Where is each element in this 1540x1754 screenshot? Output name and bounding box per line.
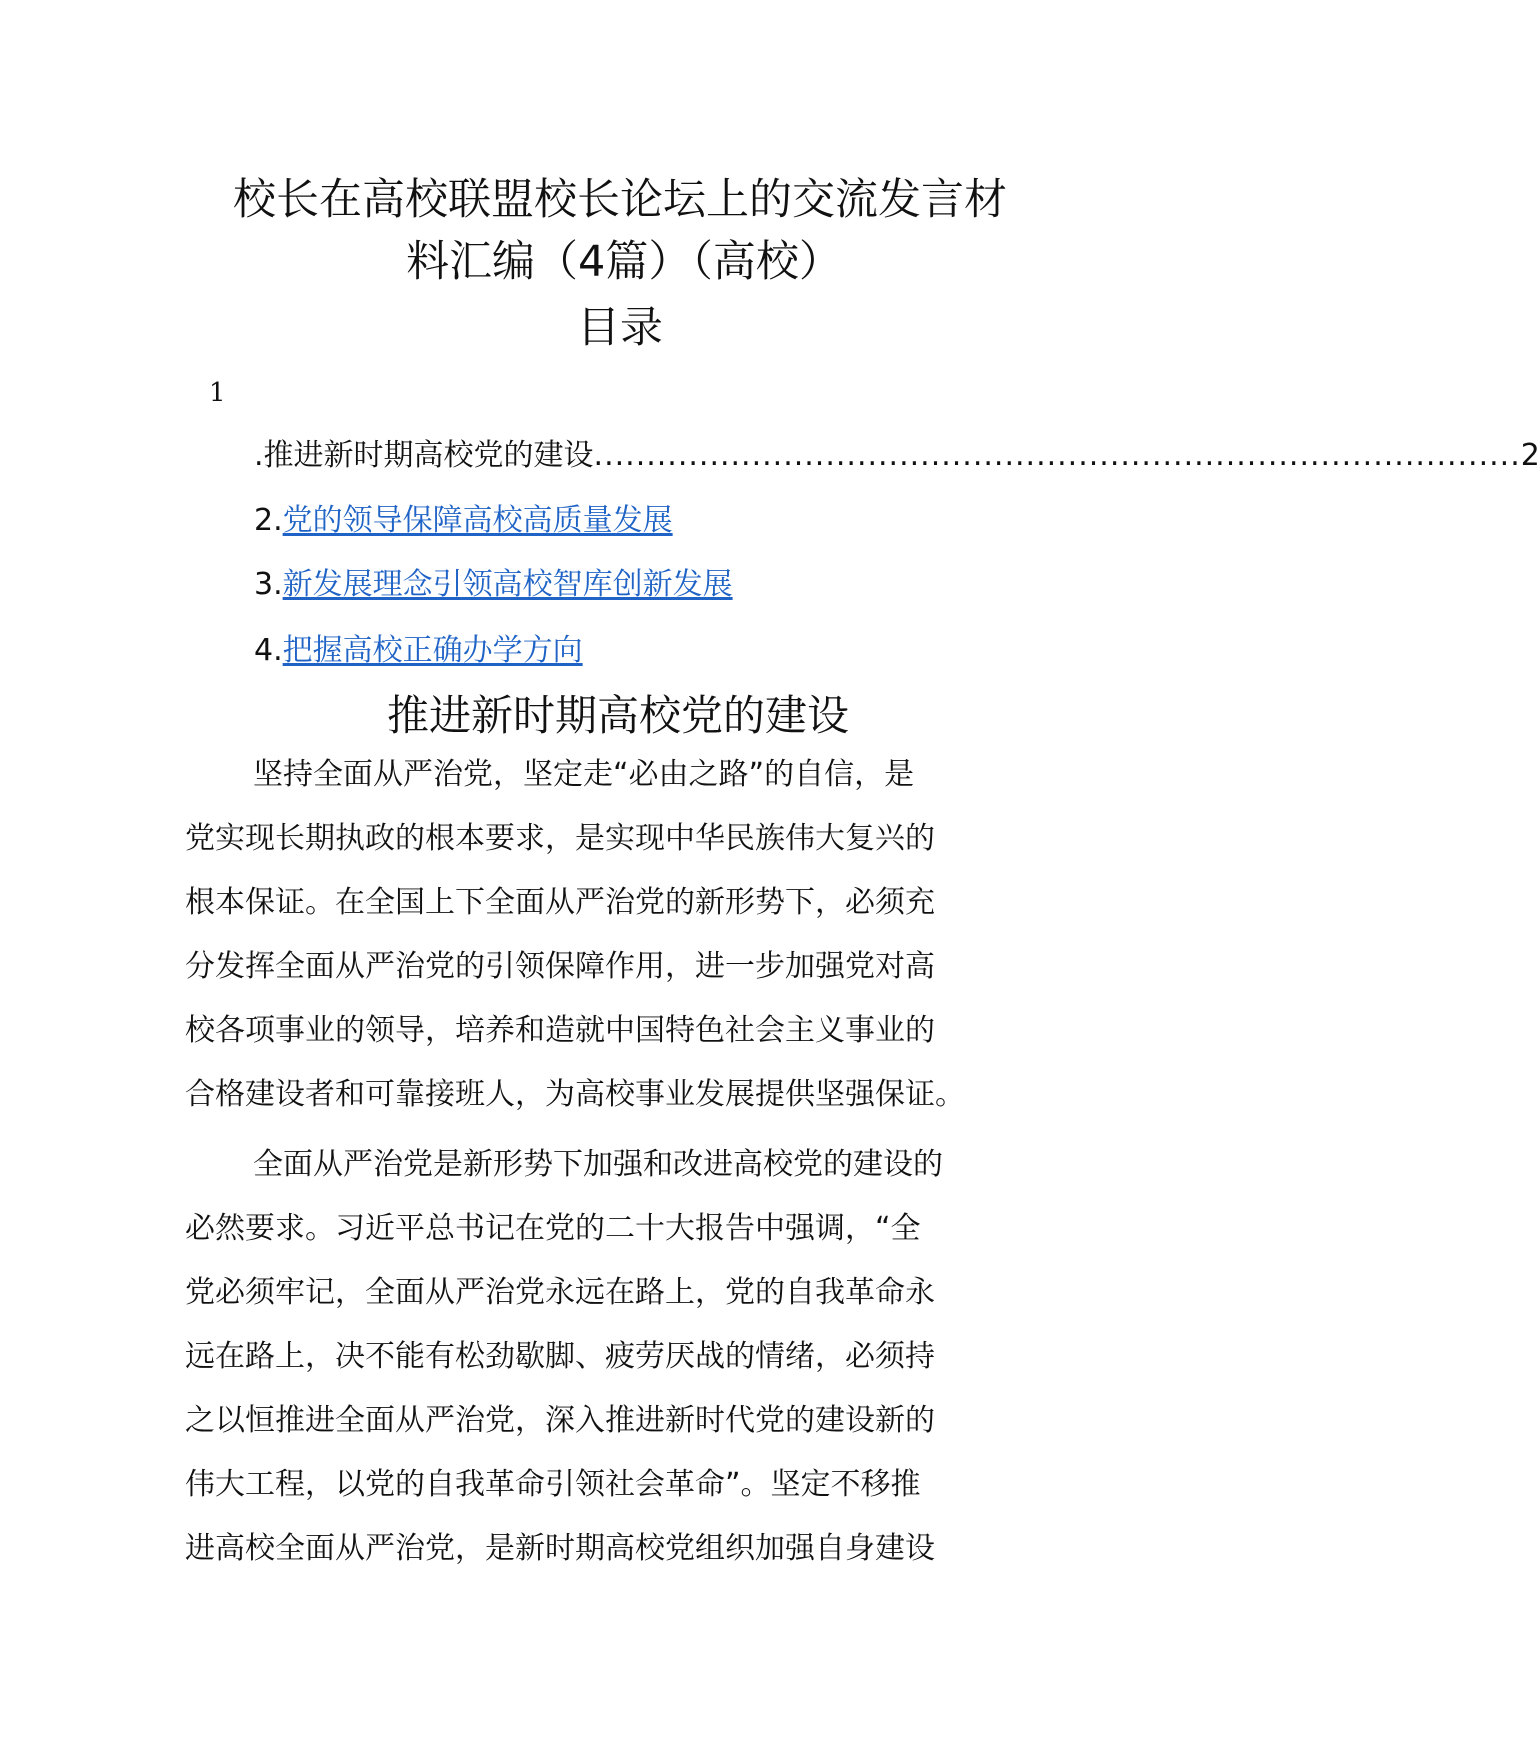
toc-item-1[interactable]	[254, 436, 1540, 476]
toc-leader-dots: ........................................................................................	[593, 438, 1521, 473]
section-heading: 推进新时期高校党的建设	[386, 691, 849, 740]
paragraph-2-line: 党必须牢记，全面从严治党永远在路上，党的自我革命永	[185, 1275, 935, 1310]
paragraph-1-line: 党实现长期执政的根本要求，是实现中华民族伟大复兴的	[185, 821, 935, 856]
document-title-line-2: 料汇编（4篇）（高校）	[406, 237, 842, 287]
toc-item-1-page: 2	[1520, 438, 1540, 473]
toc-item-3-number: 3.	[254, 567, 283, 602]
paragraph-2-line: 进高校全面从严治党，是新时期高校党组织加强自身建设	[185, 1531, 935, 1566]
toc-item-1-label: .推进新时期高校党的建设	[254, 438, 594, 473]
toc-item-3-link[interactable]: 新发展理念引领高校智库创新发展	[282, 567, 733, 602]
toc-item-4	[254, 631, 583, 671]
paragraph-1-line: 根本保证。在全国上下全面从严治党的新形势下，必须充	[185, 885, 935, 920]
paragraph-2-line: 伟大工程，以党的自我革命引领社会革命”。坚定不移推	[185, 1467, 921, 1502]
toc-heading: 目录	[577, 303, 663, 353]
paragraph-2-line: 必然要求。习近平总书记在党的二十大报告中强调，“全	[185, 1211, 921, 1246]
toc-item-4-number: 4.	[254, 633, 283, 668]
paragraph-1-line: 校各项事业的领导，培养和造就中国特色社会主义事业的	[185, 1013, 935, 1048]
page-marker: 1	[209, 378, 226, 408]
document-title-line-1: 校长在高校联盟校长论坛上的交流发言材	[233, 175, 1007, 225]
paragraph-2-line: 全面从严治党是新形势下加强和改进高校党的建设的	[253, 1147, 943, 1182]
paragraph-1-line: 合格建设者和可靠接班人，为高校事业发展提供坚强保证。	[185, 1077, 965, 1112]
toc-item-2-link[interactable]: 党的领导保障高校高质量发展	[282, 503, 673, 538]
toc-item-2	[254, 501, 673, 541]
paragraph-1-line: 分发挥全面从严治党的引领保障作用，进一步加强党对高	[185, 949, 935, 984]
paragraph-1-line: 坚持全面从严治党，坚定走“必由之路”的自信，是	[253, 757, 915, 792]
toc-item-4-link[interactable]: 把握高校正确办学方向	[282, 633, 583, 668]
paragraph-2-line: 之以恒推进全面从严治党，深入推进新时代党的建设新的	[185, 1403, 935, 1438]
paragraph-2-line: 远在路上，决不能有松劲歇脚、疲劳厌战的情绪，必须持	[185, 1339, 935, 1374]
toc-item-3	[254, 565, 733, 605]
toc-item-2-number: 2.	[254, 503, 283, 538]
